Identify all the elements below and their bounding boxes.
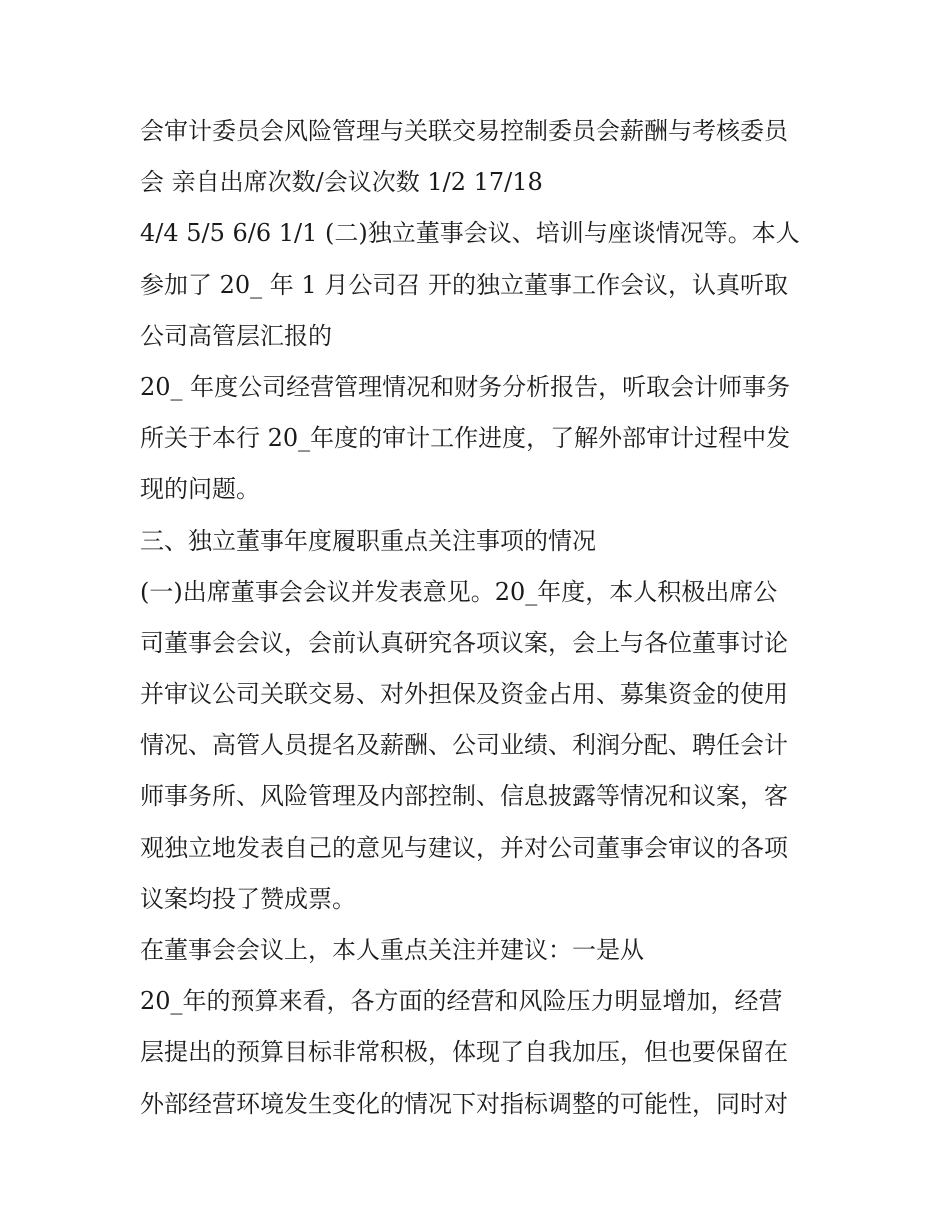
text-line: 20_ 年度公司经营管理情况和财务分析报告，听取会计师事务	[140, 372, 791, 401]
text-line: 外部经营环境发生变化的情况下对指标调整的可能性，同时对	[140, 1089, 788, 1118]
text-line: 情况、高管人员提名及薪酬、公司业绩、利润分配、聘任会计	[140, 731, 788, 760]
text-line: 4/4 5/5 6/6 1/1 (二)独立董事会议、培训与座谈情况等。本人	[140, 219, 800, 248]
text-line: 参加了 20_ 年 1 月公司召 开的独立董事工作会议，认真听取	[140, 270, 788, 299]
text-line: 师事务所、风险管理及内部控制、信息披露等情况和议案，客	[140, 782, 788, 811]
text-line: 并审议公司关联交易、对外担保及资金占用、募集资金的使用	[140, 680, 788, 709]
text-line: 层提出的预算目标非常积极，体现了自我加压，但也要保留在	[140, 1038, 788, 1067]
text-line: 司董事会会议，会前认真研究各项议案，会上与各位董事讨论	[140, 628, 788, 657]
text-line: 所关于本行 20_年度的审计工作进度，了解外部审计过程中发	[140, 424, 791, 453]
text-line: 20_年的预算来看，各方面的经营和风险压力明显增加，经营	[140, 987, 783, 1016]
text-line: 会审计委员会风险管理与关联交易控制委员会薪酬与考核委员	[140, 117, 788, 145]
body-text	[140, 106, 820, 1130]
section-heading: 三、独立董事年度履职重点关注事项的情况	[140, 526, 596, 555]
text-line: 议案均投了赞成票。	[140, 884, 356, 913]
text-line: 公司高管层汇报的	[140, 321, 332, 350]
text-line: 在董事会会议上，本人重点关注并建议：一是从	[140, 936, 644, 964]
text-line: 现的问题。	[140, 475, 260, 504]
text-line: 会 亲自出席次数/会议次数 1/2 17/18	[140, 168, 543, 197]
text-line: 观独立地发表自己的意见与建议，并对公司董事会审议的各项	[140, 833, 788, 862]
text-line: (一)出席董事会会议并发表意见。20_年度，本人积极出席公	[140, 577, 778, 606]
